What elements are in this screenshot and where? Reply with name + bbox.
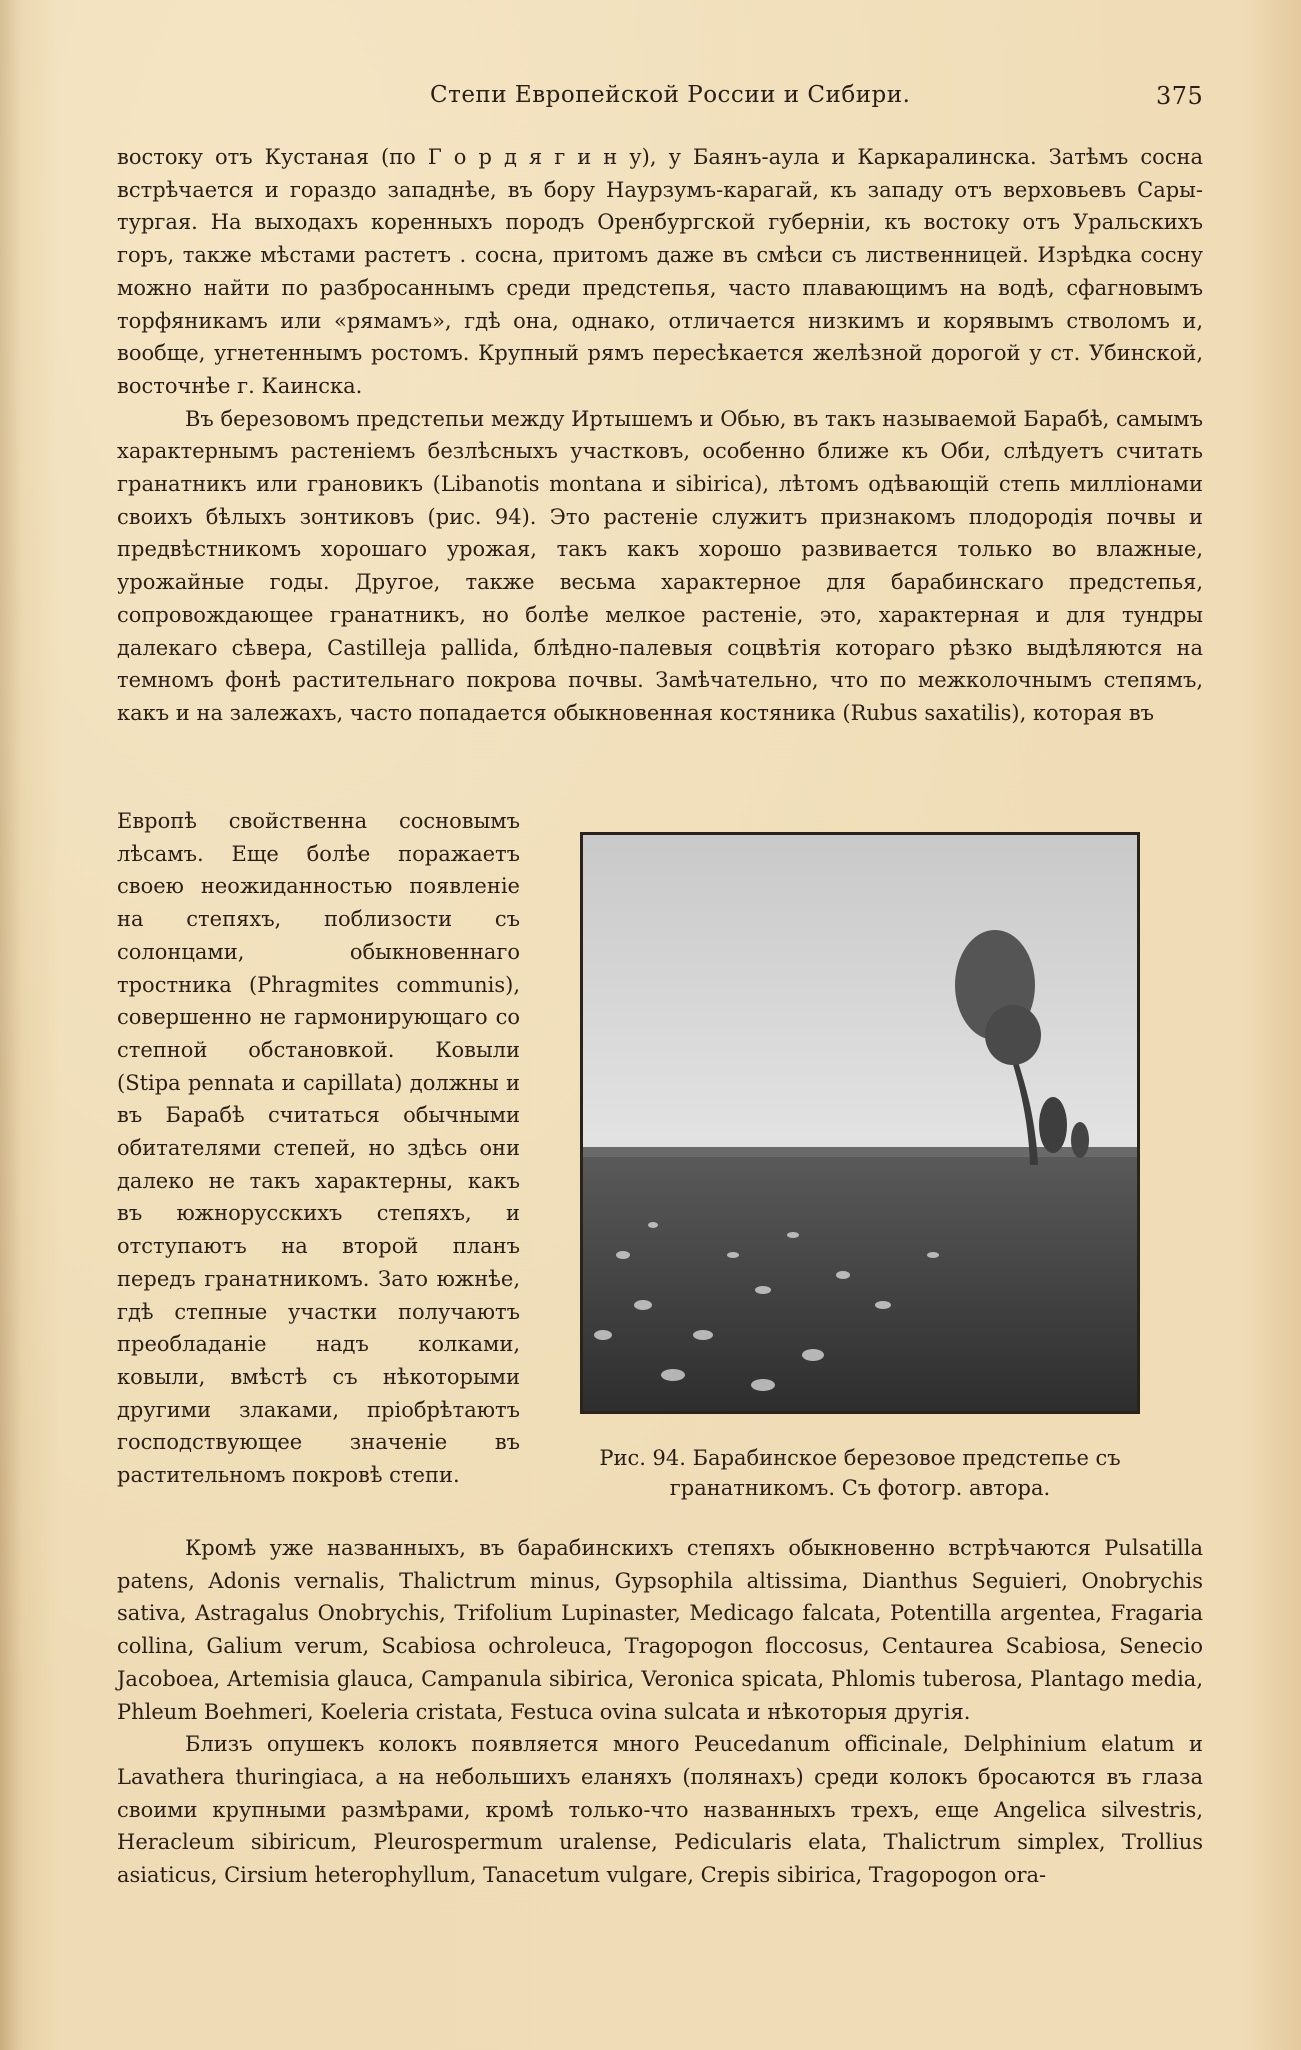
photo-steppe-birch xyxy=(583,835,1137,1411)
caption-line: гранатникомъ. Съ фотогр. автора. xyxy=(669,1476,1051,1500)
paragraph: Европѣ свойственна сосновымъ лѣсамъ. Еще болѣе поражаетъ своею неожиданностью появленіе на степяхъ, поблизости съ солонцами, обыкновеннаго тростника (Phragmites communis), совершенно не гармонирующаго со степной обстановкой. Ковыли (Stipa pennata и capillata) должны и въ Барабѣ считаться обычными обитателями степей, но здѣсь они далеко не такъ характерны, какъ въ южнорусскихъ степяхъ, и отступаютъ на второй планъ передъ гранатникомъ. Зато южнѣе, гдѣ степные участки получаютъ преобладаніе надъ колками, ковыли, вмѣстѣ съ нѣкоторыми другими злаками, пріобрѣтаютъ господствующее значеніе въ растительномъ покровѣ степи. xyxy=(117,809,520,1488)
paragraph: востоку отъ Кустаная (по Г о р д я г и н у), у Баянъ-аула и Каркаралинска. Затѣмъ сосна встрѣчается и гораздо западнѣе, въ бору Наурзумъ-карагай, къ западу отъ верховьевъ Сары-тургая. На выходахъ коренныхъ породъ Оренбургской губерніи, къ востоку отъ Уральскихъ горъ, также мѣстами растетъ . сосна, притомъ даже въ смѣси съ лиственницей. Изрѣдка сосну можно найти по разбросаннымъ среди предстепья, часто плавающимъ на водѣ, сфагновымъ торфяникамъ или «рямамъ», гдѣ она, однако, отличается низкимъ и корявымъ стволомъ и, вообще, угнетеннымъ ростомъ. Крупный рямъ пересѣкается желѣзной дорогой у ст. Убинской, восточнѣе г. Каинска. xyxy=(117,145,1203,398)
paragraph: Въ березовомъ предстепьи между Иртышемъ и Обью, въ такъ называемой Барабѣ, самымъ характернымъ растеніемъ безлѣсныхъ участковъ, особенно ближе къ Оби, слѣдуетъ считать гранатникъ или грановикъ (Libanotis montana и sibirica), лѣтомъ одѣвающій степь милліонами своихъ бѣлыхъ зонтиковъ (рис. 94). Это растеніе служитъ признакомъ плодородія почвы и предвѣстникомъ хорошаго урожая, такъ какъ хорошо развивается только во влажные, урожайные годы. Другое, также весьма характерное для барабинскаго предстепья, сопровождающее гранатникъ, но болѣе мелкое растеніе, это, характерная и для тундры далекаго сѣвера, Castilleja pallida, блѣдно-палевыя соцвѣтія котораго рѣзко выдѣляются на темномъ фонѣ растительнаго покрова почвы. Замѣчательно, что по межколочнымъ степямъ, какъ и на залежахъ, часто попадается обыкновенная костяника (Rubus saxatilis), которая въ xyxy=(117,406,1203,725)
figure-photo xyxy=(580,832,1140,1414)
body-text-bottom xyxy=(117,1532,1203,1892)
paragraph: Кромѣ уже названныхъ, въ барабинскихъ степяхъ обыкновенно встрѣчаются Pulsatilla patens, Adonis vernalis, Thalictrum minus, Gypsophila altissima, Dianthus Seguieri, Onobrychis sativa, Astragalus Onobrychis, Trifolium Lupinaster, Medicago falcata, Potentilla argentea, Fragaria collina, Galium verum, Scabiosa ochroleuca, Tragopogon floccosus, Centaurea Scabiosa, Senecio Jacoboea, Artemisia glauca, Campanula sibirica, Veronica spicata, Phlomis tuberosa, Plantago media, Phleum Boehmeri, Koeleria cristata, Festuca ovina sulcata и нѣкоторыя другія. xyxy=(117,1536,1203,1724)
page-number: 375 xyxy=(1156,82,1204,110)
caption-line: Рис. 94. Барабинское березовое предстепье съ xyxy=(599,1446,1121,1470)
running-title: Степи Европейской России и Сибири. xyxy=(430,82,911,108)
body-text-wrapped xyxy=(117,805,520,1492)
figure-caption xyxy=(560,1443,1160,1503)
body-text-top xyxy=(117,141,1203,730)
running-header xyxy=(0,78,1301,118)
paragraph: Близъ опушекъ колокъ появляется много Peucedanum officinale, Delphinium elatum и Lavathera thuringiaca, а на небольшихъ еланяхъ (полянахъ) среди колокъ бросаются въ глаза своими крупными размѣрами, кромѣ только-что названныхъ трехъ, еще Angelica silvestris, Heracleum sibiricum, Pleurospermum uralense, Pedicularis elata, Thalictrum simplex, Trollius asiaticus, Cirsium heterophyllum, Tanacetum vulgare, Crepis sibirica, Tragopogon ora- xyxy=(117,1732,1203,1888)
